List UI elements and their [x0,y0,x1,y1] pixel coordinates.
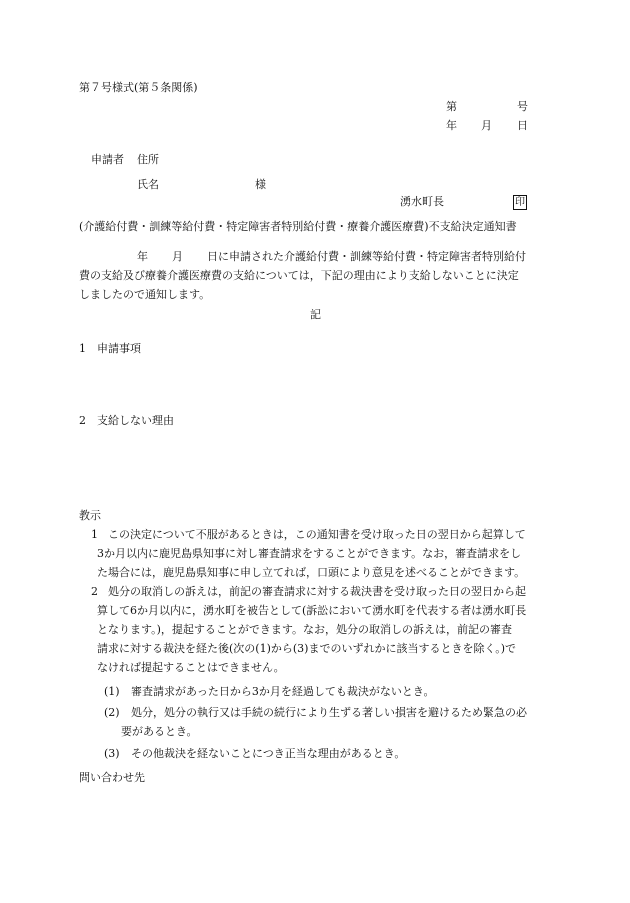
applicant-honorific: 様 [255,178,266,191]
body-month: 月 [172,250,183,263]
instruction-item-1-line: この決定について不服があるときは，この通知書を受け取った日の翌日から起算して [108,528,526,541]
body-line-1: 日に申請された介護給付費・訓練等給付費・特定障害者特別給付 [207,250,526,263]
sub-item-3-number: (3) [104,747,120,760]
instruction-item-1-line: た場合には，鹿児島県知事に申し立てれば，口頭により意見を述べることができます。 [97,566,526,579]
instruction-item-2-line: 算して6か月以内に，湧水町を被告として(訴訟において湧水町を代表する者は湧水町長 [97,604,527,617]
body-line-2: 費の支給及び療養介護医療費の支給については，下記の理由により支給しないことに決定 [79,269,519,282]
form-label: 第７号様式(第５条関係) [79,81,198,94]
sub-item-3-line: その他裁決を経ないことにつき正当な理由があるとき。 [131,747,406,760]
section-1-number: 1 [79,342,86,355]
body-year: 年 [137,250,148,263]
section-1-label: 申請事項 [97,342,141,355]
section-2-label: 支給しない理由 [97,414,174,427]
instruction-heading: 教示 [79,509,101,522]
instruction-item-1-line: 3か月以内に鹿児島県知事に対し審査請求をすることができます。なお，審査請求をし [97,547,522,560]
number-prefix: 第 [446,100,457,113]
instruction-item-2-line: なければ提起することはできません。 [97,661,285,674]
instruction-item-1-number: 1 [91,528,98,541]
seal-mark [513,194,527,211]
document-title: (介護給付費・訓練等給付費・特定障害者特別給付費・療養介護医療費)不支給決定通知書 [79,220,517,233]
date-day: 日 [517,119,528,132]
date-year: 年 [446,119,457,132]
number-suffix: 号 [517,100,528,113]
instruction-item-2-line: 処分の取消しの訴えは，前記の審査請求に対する裁決書を受け取った日の翌日から起 [108,585,526,598]
applicant-name-label: 氏名 [137,178,159,191]
ki-mark: 記 [310,308,321,321]
instruction-item-2-number: 2 [91,585,98,598]
sub-item-1-line: 審査請求があった日から3か月を経過しても裁決がないとき。 [131,685,435,698]
sub-item-2-number: (2) [104,706,120,719]
date-month: 月 [481,119,492,132]
applicant-label: 申請者 [91,153,124,166]
seal-icon: 印 [515,197,525,208]
instruction-item-2-line: 請求に対する裁決を経た後(次の(1)から(3)までのいずれかに該当するときを除く。)で [97,642,517,655]
body-line-3: しましたので通知します。 [79,288,211,301]
applicant-address-label: 住所 [137,153,159,166]
section-2-number: 2 [79,414,86,427]
sub-item-2-line: 要があるとき。 [121,725,198,738]
contact-label: 問い合わせ先 [79,771,145,784]
sub-item-1-number: (1) [104,685,120,698]
instruction-item-2-line: となります。)，提起することができます。なお，処分の取消しの訴えは，前記の審査 [97,623,513,636]
sub-item-2-line: 処分，処分の執行又は手続の続行により生ずる著しい損害を避けるため緊急の必 [131,706,527,719]
issuer-name: 湧水町長 [400,195,444,208]
